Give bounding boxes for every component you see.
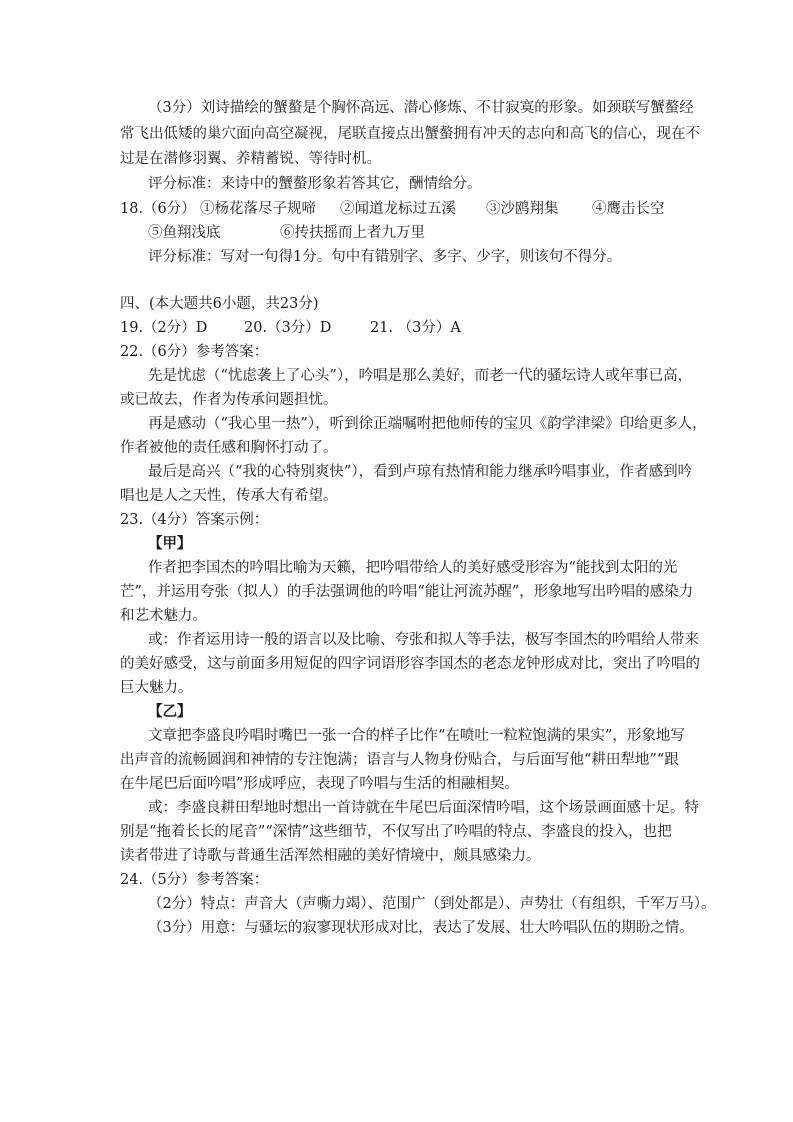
q18-answer-2: ②闻道龙标过五溪 (340, 201, 456, 217)
q17-scoring-note: 评分标准：来诗中的蟹螯形象若答其它，酬情给分。 (148, 176, 482, 192)
q23-jia-p1-line-1: 作者把李国杰的吟唱比喻为天籁，把吟唱带给人的美好感受形容为“能找到太阳的光 (148, 560, 678, 576)
q23-yi-p1-line-1: 文章把李盛良吟唱时嘴巴一张一合的样子比作“在喷吐一粒粒饱满的果实”，形象地写 (148, 728, 685, 744)
q24-heading: 24.（5分）参考答案： (120, 872, 269, 888)
q22-p1-line-1: 先是忧虑（“忧虑袭上了心头”），吟唱是那么美好，而老一代的骚坛诗人或年事已高， (148, 368, 693, 384)
q23-yi-label: 【乙】 (148, 703, 192, 720)
q17-answer-line-3: 过是在潜修羽翼、养精蓄锐、等待时机。 (120, 151, 381, 167)
q18-answer-6: ⑥抟扶摇而上者九万里 (280, 225, 425, 241)
section-4-heading: 四、(本大题共6小题，共23分) (120, 296, 319, 312)
q23-jia-p2-line-1: 或：作者运用诗一般的语言以及比喻、夸张和拟人等手法，极写李国杰的吟唱给人带来 (148, 632, 699, 648)
q23-jia-p1-line-2: 芒”，并运用夸张（拟人）的手法强调他的吟唱“能让河流苏醒”，形象地写出吟唱的感染力 (120, 584, 694, 600)
q18-answer-3: ③沙鸥翔集 (486, 201, 559, 217)
q23-yi-p1-line-2: 出声音的流畅圆润和神情的专注饱满；语言与人物身份贴合，与后面写他“耕田犁地”“跟 (120, 752, 679, 768)
q24-answer-1: （2分）特点：声音大（声嘶力竭）、范围广（到处都是）、声势壮（有组织，千军万马）。 (148, 896, 716, 912)
q22-p3-line-1: 最后是高兴（“我的心特别爽快”），看到卢琼有热情和能力继承吟唱事业，作者感到吟 (148, 464, 693, 480)
q22-p1-line-2: 或已故去，作者为传承问题担忧。 (120, 392, 338, 408)
q20-answer: 20.（3分）D (244, 320, 332, 336)
q18-answer-1: ①杨花落尽子规啼 (200, 201, 316, 217)
q17-answer-line-2: 常飞出低矮的巢穴面向高空凝视，尾联直接点出蟹螯拥有冲天的志向和高飞的信心，现在不 (120, 126, 700, 142)
q23-jia-label: 【甲】 (148, 535, 192, 552)
q17-answer-line-1: （3分）刘诗描绘的蟹螯是个胸怀高远、潜心修炼、不甘寂寞的形象。如颈联写蟹螯经 (148, 100, 694, 116)
q22-heading: 22.（6分）参考答案： (120, 344, 269, 360)
q18-label: 18.（6分） (120, 201, 196, 217)
q22-p3-line-2: 唱也是人之天性，传承大有希望。 (120, 488, 338, 504)
q19-21-row (120, 318, 520, 338)
q23-jia-p1-line-3: 和艺术魅力。 (120, 608, 207, 624)
q23-yi-p2-line-2: 别是“拖着长长的尾音”“深情”这些细节，不仅写出了吟唱的特点、李盛良的投入，也把 (120, 824, 672, 840)
q23-yi-p2-line-3: 读者带进了诗歌与普通生活浑然相融的美好情境中，颇具感染力。 (120, 848, 541, 864)
q21-answer: 21. （3分）A (370, 320, 461, 336)
q18-row-2 (148, 223, 448, 243)
q23-yi-p1-line-3: 在牛尾巴后面吟唱”形成呼应，表现了吟唱与生活的相融相契。 (120, 776, 519, 792)
q23-jia-p2-line-3: 巨大魅力。 (120, 680, 193, 696)
q23-yi-p2-line-1: 或：李盛良耕田犁地时想出一首诗就在牛尾巴后面深情吟唱，这个场景画面感十足。特 (148, 800, 699, 816)
q22-p2-line-2: 作者被他的责任感和胸怀打动了。 (120, 440, 338, 456)
q22-p2-line-1: 再是感动（“我心里一热”），听到徐正端嘱咐把他师传的宝贝《韵学津梁》印给更多人， (148, 416, 707, 432)
q24-answer-2: （3分）用意：与骚坛的寂寥现状形成对比，表达了发展、壮大吟唱队伍的期盼之情。 (148, 920, 694, 936)
q23-jia-p2-line-2: 的美好感受，这与前面多用短促的四字词语形容李国杰的老态龙钟形成对比，突出了吟唱的 (120, 656, 700, 672)
q18-answer-4: ④鹰击长空 (592, 201, 665, 217)
q19-answer: 19.（2分）D (120, 320, 208, 336)
q23-heading: 23.（4分）答案示例： (120, 512, 269, 528)
q18-answer-5: ⑤鱼翔浅底 (148, 225, 221, 241)
q18-scoring-note: 评分标准：写对一句得1分。句中有错别字、多字、少字，则该句不得分。 (148, 249, 622, 265)
q18-row-1 (120, 199, 720, 219)
